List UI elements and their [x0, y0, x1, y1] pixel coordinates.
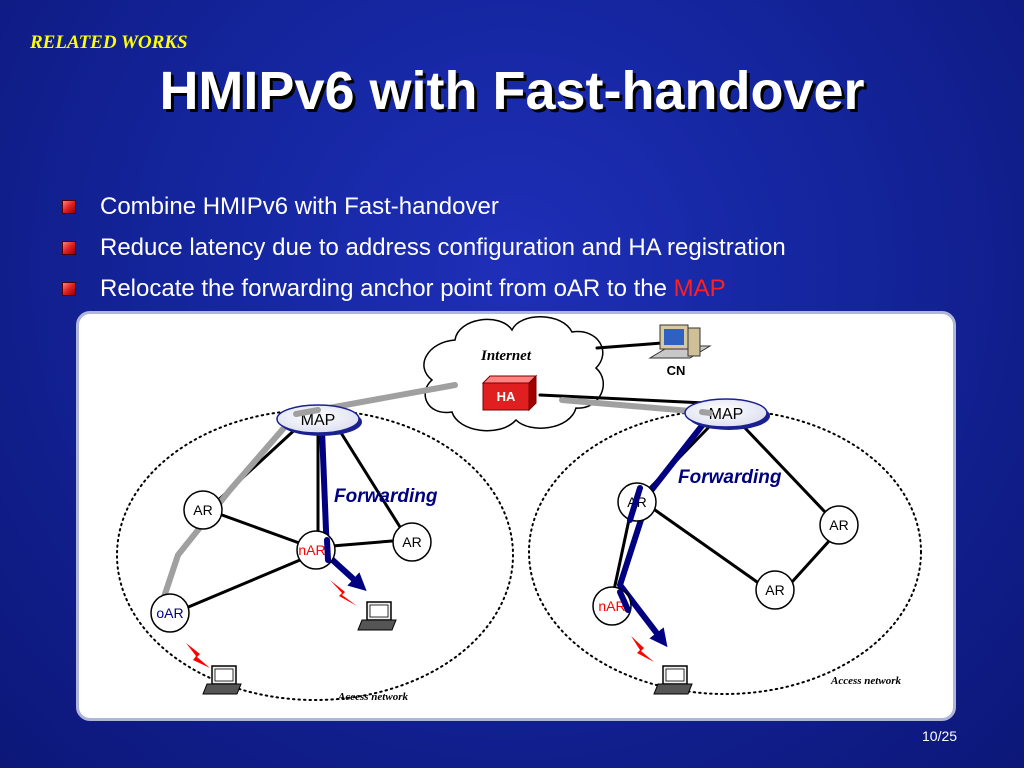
bullet-item — [62, 190, 786, 231]
bullet-list — [62, 190, 786, 313]
bullet-item — [62, 272, 786, 313]
right-forwarding-label: Forwarding — [678, 467, 782, 488]
left-map-label: MAP — [300, 412, 336, 429]
left-oar-label: oAR — [156, 605, 184, 621]
access-network-right-boundary — [529, 410, 921, 694]
bullet-text: Reduce latency due to address configuration and HA registration — [100, 234, 786, 261]
left-ar-top-label: AR — [193, 502, 213, 518]
internet-label: Internet — [480, 348, 532, 364]
bullet-text: Combine HMIPv6 with Fast-handover — [100, 193, 499, 220]
bullet-marker-icon — [62, 241, 76, 255]
ha-box — [483, 376, 536, 410]
left-oar-node — [151, 594, 189, 632]
ha-label: HA — [496, 389, 516, 404]
left-nar-label: nAR — [298, 542, 326, 558]
right-ar-bottom-label: AR — [765, 582, 785, 598]
laptop-icon — [203, 666, 241, 694]
bullet-item — [62, 231, 786, 272]
bullet-marker-icon — [62, 282, 76, 296]
left-access-network-label: Access network — [338, 691, 408, 703]
right-ar-bottom-node — [756, 571, 794, 609]
left-ar-top-node — [184, 491, 222, 529]
laptop-icon — [358, 602, 396, 630]
right-access-network-label: Access network — [831, 675, 901, 687]
page-number: 10/25 — [922, 728, 958, 744]
right-ar-right-node — [820, 506, 858, 544]
right-nar-label: nAR — [598, 598, 626, 614]
bullet-marker-icon — [62, 200, 76, 214]
right-ar-top-label: AR — [627, 494, 647, 510]
right-map-label: MAP — [708, 406, 744, 423]
wireless-link-icon — [631, 636, 654, 662]
right-map-node — [685, 399, 770, 430]
right-ar-right-label: AR — [829, 517, 849, 533]
section-tag: RELATED WORKS — [30, 32, 188, 53]
bullet-text: Relocate the forwarding anchor point from oAR to the — [100, 275, 674, 302]
left-ar-right-label: AR — [402, 534, 422, 550]
left-ar-right-node — [393, 523, 431, 561]
bullet-highlight: MAP — [673, 275, 726, 302]
left-forwarding-label: Forwarding — [334, 486, 438, 507]
cn-label: CN — [666, 363, 686, 378]
cn-computer-icon — [650, 325, 710, 358]
slide-title: HMIPv6 with Fast-handover — [159, 61, 865, 121]
diagram-panel — [76, 311, 956, 721]
internet-cloud — [424, 317, 603, 431]
network-diagram — [76, 311, 956, 721]
laptop-icon — [654, 666, 692, 694]
wireless-link-icon — [330, 580, 357, 606]
wireless-link-icon — [186, 643, 210, 668]
